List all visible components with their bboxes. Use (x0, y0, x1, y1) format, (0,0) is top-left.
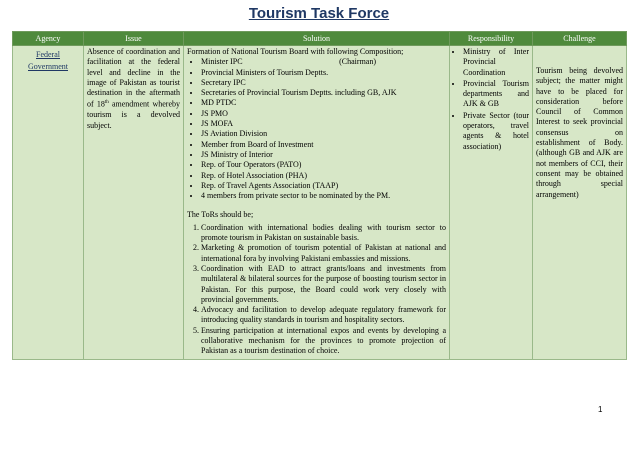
table-header-row (13, 32, 627, 46)
list-item: • Rep. of Travel Agents Association (TAAP) (201, 181, 446, 191)
list-item: • Secretary IPC (201, 78, 446, 88)
solution-cell (184, 46, 450, 360)
header-solution: Solution (184, 32, 450, 46)
issue-text-post: amendment whereby tourism is a devolved subject. (87, 100, 180, 130)
agency-cell (13, 46, 84, 360)
list-item: • Private Sector (tour operators, travel agents & hotel association) (463, 111, 529, 152)
responsibility-cell (450, 46, 533, 360)
minister-role: (Chairman) (339, 57, 376, 67)
list-item: 1. Coordination with international bodies dealing with tourism sector to promote tourism in Pakistan on sustainable basis. (201, 223, 446, 244)
list-item: • Member from Board of Investment (201, 140, 446, 150)
page-number: 1 (598, 405, 603, 414)
list-item: • JS PMO (201, 109, 446, 119)
agency-line-1: Federal (36, 50, 60, 59)
tors-heading: The ToRs should be; (187, 210, 254, 220)
list-item: • MD PTDC (201, 98, 446, 108)
list-item: • 4 members from private sector to be nominated by the PM. (201, 191, 446, 201)
list-item: 5. Ensuring participation at international expos and events by developing a collaborative mechanism for the provinces to promote projection of Pakistan as a tourism destination of choice. (201, 326, 446, 357)
list-item: 4. Advocacy and facilitation to develop adequate regulatory framework for introducing quality standards in tourism and hospitality sectors. (201, 305, 446, 326)
issue-superscript: th (104, 100, 109, 106)
list-item: • Provincial Tourism departments and AJK & GB (463, 79, 529, 110)
header-responsibility: Responsibility (450, 32, 533, 46)
issue-text-pre: Absence of coordination and facilitation at the federal level and decline in the image of Pakistan as tourist destination in the aftermath of 18 (87, 47, 180, 110)
list-item (201, 57, 446, 67)
solution-intro: Formation of National Tourism Board with following Composition; (187, 47, 404, 56)
tors-list (187, 223, 446, 357)
table-row (13, 46, 627, 360)
challenge-cell (533, 46, 627, 360)
challenge-text: Tourism being devolved subject; the matter might have to be placed for consideration before Council of Common Interest to seek provincial consensus on establishment of Body. (although GB and AJK are not members of CCI, their consent may be obtained through special arrangement) (536, 66, 623, 199)
list-item: • JS MOFA (201, 119, 446, 129)
list-item: • Secretaries of Provincial Tourism Deptts. including GB, AJK (201, 88, 446, 98)
task-force-table (12, 31, 627, 360)
header-challenge: Challenge (533, 32, 627, 46)
page-title: Tourism Task Force (248, 5, 390, 22)
agency-line-2: Government (28, 62, 68, 71)
header-agency: Agency (13, 32, 84, 46)
list-item: • JS Ministry of Interior (201, 150, 446, 160)
issue-cell (84, 46, 184, 360)
list-item: • Rep. of Hotel Association (PHA) (201, 171, 446, 181)
composition-list (187, 57, 446, 201)
list-item: 2. Marketing & promotion of tourism potential of Pakistan at national and international fora by involving Pakistani embassies and missions. (201, 243, 446, 264)
minister-name: • Minister IPC (201, 57, 243, 67)
list-item: 3. Coordination with EAD to attract grants/loans and investments from multilateral & bilateral sources for the purpose of boosting tourism sector in Pakistan. For this purpose, the Board could work very closely with provincial governments. (201, 264, 446, 305)
list-item: • Rep. of Tour Operators (PATO) (201, 160, 446, 170)
header-issue: Issue (84, 32, 184, 46)
list-item: • Provincial Ministers of Tourism Deptts. (201, 68, 446, 78)
list-item: • Ministry of Inter Provincial Coordination (463, 47, 529, 78)
agency-link[interactable] (28, 49, 68, 73)
responsibility-list (453, 47, 529, 152)
list-item: • JS Aviation Division (201, 129, 446, 139)
